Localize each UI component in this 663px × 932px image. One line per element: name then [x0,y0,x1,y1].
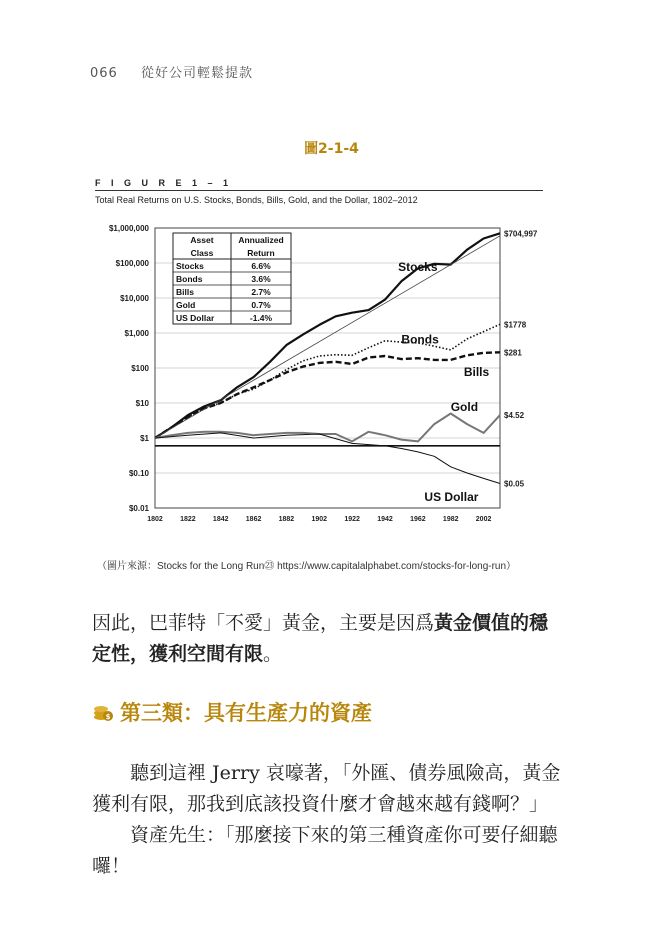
x-tick-label: 1902 [311,516,328,523]
series-bills [155,352,500,438]
y-tick-label: $1 [140,434,149,443]
x-tick-label: 1922 [344,516,360,523]
y-tick-label: $1,000 [124,329,149,338]
table-cell-asset: Bonds [176,274,203,284]
table-cell-asset: Stocks [176,261,204,271]
table-header: Return [247,248,275,258]
end-value-label: $704,997 [504,229,538,239]
stocks-label: Stocks [398,259,438,274]
section-title: 第三類：具有生產力的資產 [120,701,372,725]
y-tick-label: $100 [131,364,149,373]
figure-label: 圖2-1-4 [304,141,359,157]
y-tick-label: $100,000 [115,259,149,268]
page-number: 066 [90,66,118,81]
figure-number-title: F I G U R E 1 – 1 [95,178,543,191]
table-cell-asset: Bills [176,287,194,297]
bills-label: Bills [463,364,490,379]
paragraph-text: 因此，巴菲特「不愛」黃金，主要是因爲 [92,612,435,634]
table-cell-return: -1.4% [249,313,273,323]
series-bonds [155,324,500,438]
end-value-label: $1778 [504,320,527,330]
table-cell-return: 6.6% [251,261,271,271]
book-title: 從好公司輕鬆提款 [140,66,253,81]
series-us-dollar [155,433,500,484]
emphasis-text: 黃金價值的穩定性，獲利空間有限 [92,612,549,665]
bonds-label: Bonds [401,332,439,347]
table-header: Class [190,248,214,258]
x-tick-label: 1982 [442,516,459,523]
figure-subtitle: Total Real Returns on U.S. Stocks, Bonds, Bills, Gold, and the Dollar, 1802–2012 [95,195,418,205]
end-value-label: $0.05 [504,479,525,489]
table-header: Asset [190,235,214,245]
end-value-label: $281 [504,348,522,358]
returns-chart [95,208,545,528]
x-tick-label: 1962 [410,516,426,523]
table-cell-asset: Gold [176,300,196,310]
section-heading [92,697,372,727]
coins-icon [92,701,114,723]
running-header [90,62,253,81]
table-cell-return: 0.7% [251,300,271,310]
y-tick-label: $1,000,000 [108,224,149,233]
y-tick-label: $0.10 [128,469,149,478]
y-tick-label: $0.01 [128,504,149,513]
table-cell-return: 2.7% [251,287,271,297]
x-tick-label: 1882 [278,516,295,523]
table-cell-asset: US Dollar [176,313,215,323]
paragraph-mr-asset: 資產先生：「那麼接下來的第三種資產你可要仔細聽囉！ [92,824,558,877]
paragraph-gold-conclusion [92,608,562,670]
paragraph-jerry: 聽到這裡 Jerry 哀嚎著，「外匯、債券風險高，黃金獲利有限，那我到底該投資什麼才會越來越有錢啊？」 [92,762,561,815]
series-gold [155,414,500,442]
us-dollar-label: US Dollar [424,489,479,504]
y-tick-label: $10 [135,399,149,408]
figure-source: （圖片來源：Stocks for the Long Run㉓ https://www.capitalalphabet.com/stocks-for-long-run） [97,561,517,572]
figure-header [95,178,543,205]
table-header: Annualized [238,235,284,245]
svg-text:$: $ [105,713,111,721]
table-cell-return: 3.6% [251,274,271,284]
gold-label: Gold [450,399,479,414]
paragraph-end: 。 [263,643,283,665]
x-tick-label: 1942 [377,516,393,523]
y-tick-label: $10,000 [120,294,149,303]
x-tick-label: 1822 [180,516,196,523]
x-tick-label: 1802 [147,516,163,523]
x-tick-label: 1862 [245,516,262,523]
end-value-label: $4.52 [504,411,525,421]
x-tick-label: 2002 [475,516,492,523]
x-tick-label: 1842 [212,516,229,523]
